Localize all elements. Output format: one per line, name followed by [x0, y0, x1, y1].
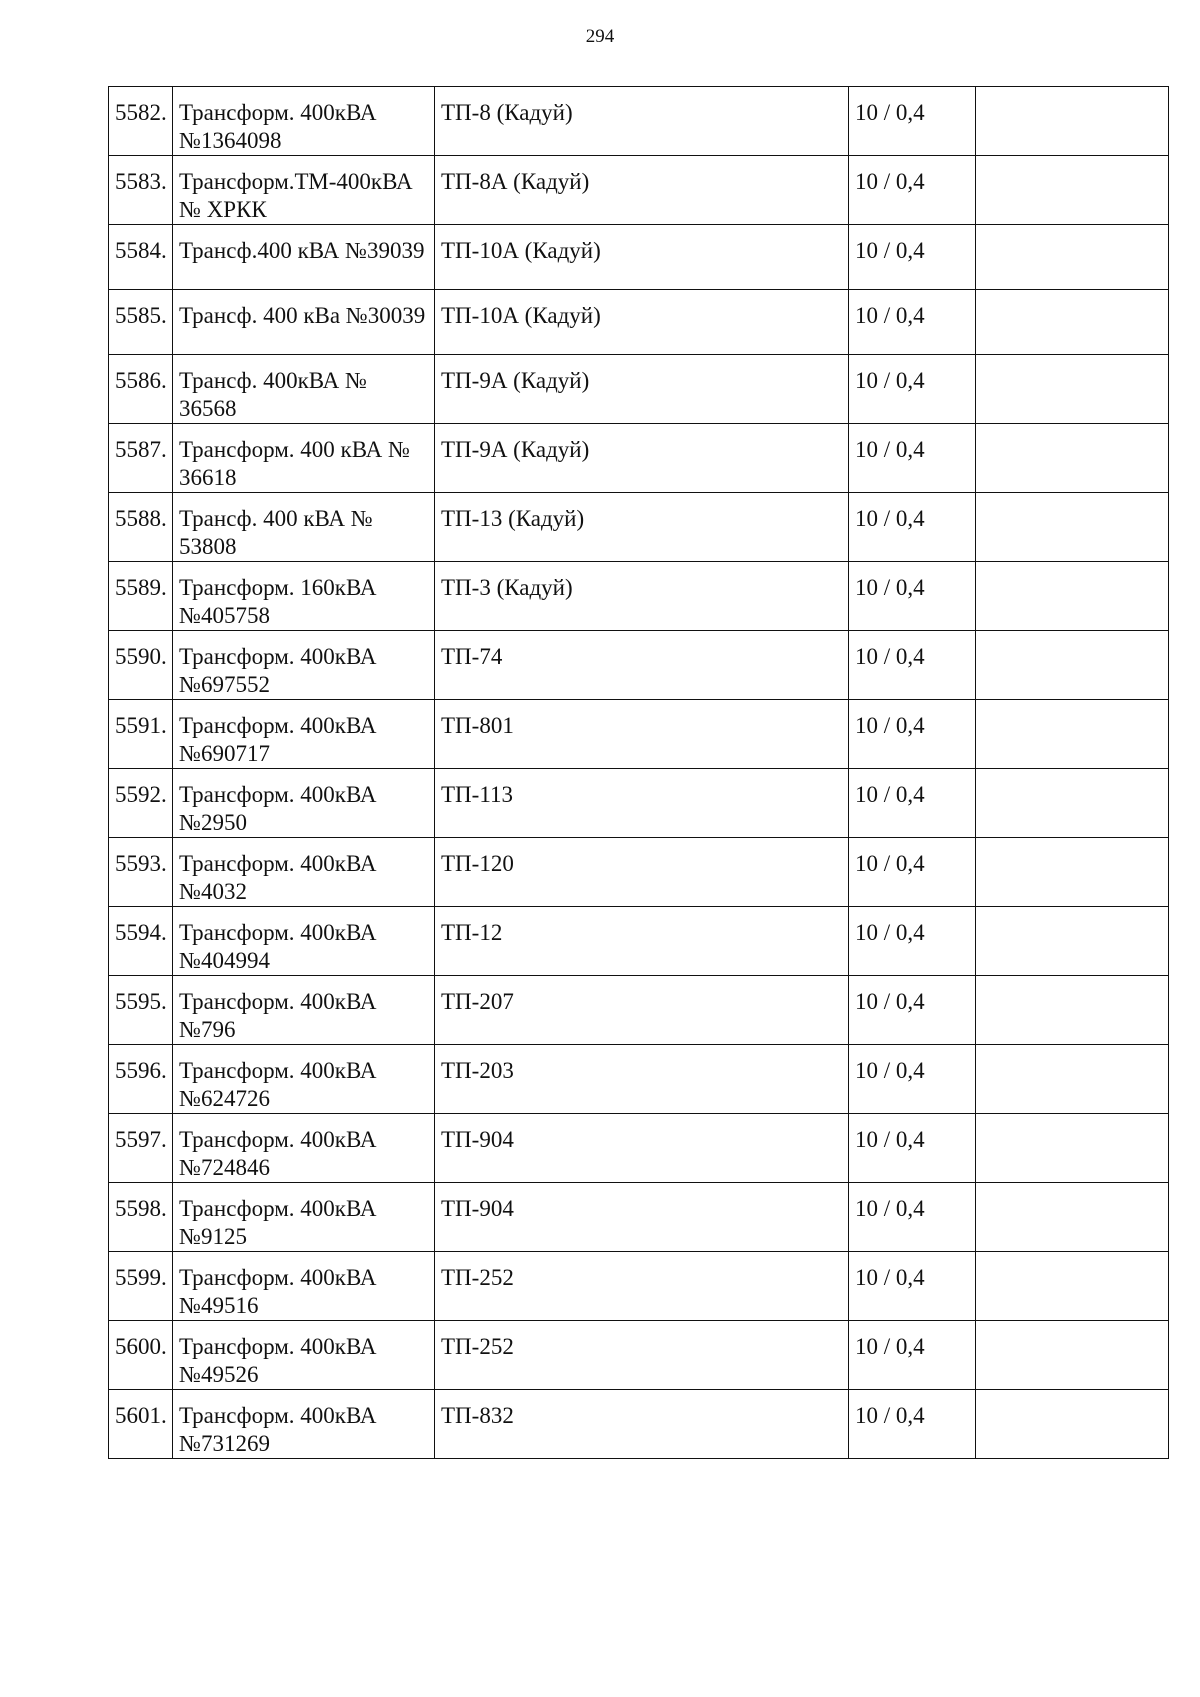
- location-cell: ТП-12: [435, 907, 849, 976]
- table-row: [109, 1045, 1169, 1114]
- equipment-name-cell: Трансформ. 400кВА №404994: [173, 907, 435, 976]
- voltage-cell: 10 / 0,4: [849, 562, 976, 631]
- row-number-cell: 5595.: [109, 976, 173, 1045]
- row-number-cell: 5583.: [109, 156, 173, 225]
- location-cell: ТП-10А (Кадуй): [435, 225, 849, 290]
- equipment-name-cell: Трансформ. 160кВА №405758: [173, 562, 435, 631]
- location-cell: ТП-3 (Кадуй): [435, 562, 849, 631]
- table-row: [109, 1183, 1169, 1252]
- row-number-cell: 5592.: [109, 769, 173, 838]
- voltage-cell: 10 / 0,4: [849, 838, 976, 907]
- location-cell: ТП-13 (Кадуй): [435, 493, 849, 562]
- notes-cell: [976, 424, 1169, 493]
- table-row: [109, 1390, 1169, 1459]
- notes-cell: [976, 1183, 1169, 1252]
- notes-cell: [976, 769, 1169, 838]
- table-row: [109, 976, 1169, 1045]
- location-cell: ТП-904: [435, 1183, 849, 1252]
- table-row: [109, 493, 1169, 562]
- inventory-table: [108, 86, 1169, 1459]
- notes-cell: [976, 355, 1169, 424]
- row-number-cell: 5589.: [109, 562, 173, 631]
- equipment-name-cell: Трансформ. 400кВА №49516: [173, 1252, 435, 1321]
- equipment-name-cell: Трансф. 400 кВА № 53808: [173, 493, 435, 562]
- table-row: [109, 838, 1169, 907]
- voltage-cell: 10 / 0,4: [849, 1390, 976, 1459]
- notes-cell: [976, 156, 1169, 225]
- voltage-cell: 10 / 0,4: [849, 493, 976, 562]
- voltage-cell: 10 / 0,4: [849, 700, 976, 769]
- equipment-name-cell: Трансформ.ТМ-400кВА № ХРКК: [173, 156, 435, 225]
- equipment-name-cell: Трансф. 400кВА № 36568: [173, 355, 435, 424]
- location-cell: ТП-203: [435, 1045, 849, 1114]
- equipment-name-cell: Трансформ. 400кВА №49526: [173, 1321, 435, 1390]
- equipment-name-cell: Трансформ. 400кВА №697552: [173, 631, 435, 700]
- notes-cell: [976, 1390, 1169, 1459]
- location-cell: ТП-74: [435, 631, 849, 700]
- table-row: [109, 156, 1169, 225]
- location-cell: ТП-8 (Кадуй): [435, 87, 849, 156]
- location-cell: ТП-113: [435, 769, 849, 838]
- notes-cell: [976, 1252, 1169, 1321]
- table-row: [109, 907, 1169, 976]
- equipment-name-cell: Трансформ. 400кВА №731269: [173, 1390, 435, 1459]
- equipment-name-cell: Трансф.400 кВА №39039: [173, 225, 435, 290]
- location-cell: ТП-207: [435, 976, 849, 1045]
- notes-cell: [976, 907, 1169, 976]
- row-number-cell: 5593.: [109, 838, 173, 907]
- location-cell: ТП-801: [435, 700, 849, 769]
- notes-cell: [976, 1045, 1169, 1114]
- equipment-name-cell: Трансформ. 400кВА №4032: [173, 838, 435, 907]
- notes-cell: [976, 562, 1169, 631]
- table-row: [109, 225, 1169, 290]
- table-row: [109, 1321, 1169, 1390]
- notes-cell: [976, 631, 1169, 700]
- equipment-name-cell: Трансформ. 400 кВА № 36618: [173, 424, 435, 493]
- voltage-cell: 10 / 0,4: [849, 355, 976, 424]
- table-row: [109, 355, 1169, 424]
- location-cell: ТП-832: [435, 1390, 849, 1459]
- voltage-cell: 10 / 0,4: [849, 631, 976, 700]
- notes-cell: [976, 493, 1169, 562]
- row-number-cell: 5584.: [109, 225, 173, 290]
- row-number-cell: 5601.: [109, 1390, 173, 1459]
- notes-cell: [976, 1114, 1169, 1183]
- location-cell: ТП-9А (Кадуй): [435, 424, 849, 493]
- table-row: [109, 631, 1169, 700]
- location-cell: ТП-120: [435, 838, 849, 907]
- table-row: [109, 562, 1169, 631]
- voltage-cell: 10 / 0,4: [849, 976, 976, 1045]
- row-number-cell: 5598.: [109, 1183, 173, 1252]
- notes-cell: [976, 87, 1169, 156]
- location-cell: ТП-252: [435, 1321, 849, 1390]
- row-number-cell: 5587.: [109, 424, 173, 493]
- location-cell: ТП-904: [435, 1114, 849, 1183]
- voltage-cell: 10 / 0,4: [849, 1114, 976, 1183]
- row-number-cell: 5588.: [109, 493, 173, 562]
- row-number-cell: 5585.: [109, 290, 173, 355]
- voltage-cell: 10 / 0,4: [849, 1252, 976, 1321]
- table-row: [109, 1114, 1169, 1183]
- notes-cell: [976, 700, 1169, 769]
- row-number-cell: 5594.: [109, 907, 173, 976]
- equipment-name-cell: Трансформ. 400кВА №690717: [173, 700, 435, 769]
- row-number-cell: 5586.: [109, 355, 173, 424]
- row-number-cell: 5591.: [109, 700, 173, 769]
- location-cell: ТП-10А (Кадуй): [435, 290, 849, 355]
- notes-cell: [976, 838, 1169, 907]
- location-cell: ТП-252: [435, 1252, 849, 1321]
- voltage-cell: 10 / 0,4: [849, 225, 976, 290]
- voltage-cell: 10 / 0,4: [849, 87, 976, 156]
- equipment-name-cell: Трансформ. 400кВА №2950: [173, 769, 435, 838]
- voltage-cell: 10 / 0,4: [849, 424, 976, 493]
- table-row: [109, 290, 1169, 355]
- location-cell: ТП-8А (Кадуй): [435, 156, 849, 225]
- table-row: [109, 424, 1169, 493]
- voltage-cell: 10 / 0,4: [849, 290, 976, 355]
- page-number: 294: [585, 26, 615, 47]
- voltage-cell: 10 / 0,4: [849, 769, 976, 838]
- equipment-name-cell: Трансформ. 400кВА №1364098: [173, 87, 435, 156]
- location-cell: ТП-9А (Кадуй): [435, 355, 849, 424]
- row-number-cell: 5590.: [109, 631, 173, 700]
- notes-cell: [976, 290, 1169, 355]
- voltage-cell: 10 / 0,4: [849, 1045, 976, 1114]
- equipment-name-cell: Трансформ. 400кВА №9125: [173, 1183, 435, 1252]
- row-number-cell: 5597.: [109, 1114, 173, 1183]
- equipment-name-cell: Трансформ. 400кВА №724846: [173, 1114, 435, 1183]
- table-row: [109, 1252, 1169, 1321]
- row-number-cell: 5599.: [109, 1252, 173, 1321]
- row-number-cell: 5582.: [109, 87, 173, 156]
- equipment-name-cell: Трансформ. 400кВА №624726: [173, 1045, 435, 1114]
- voltage-cell: 10 / 0,4: [849, 1321, 976, 1390]
- notes-cell: [976, 225, 1169, 290]
- row-number-cell: 5596.: [109, 1045, 173, 1114]
- voltage-cell: 10 / 0,4: [849, 907, 976, 976]
- equipment-name-cell: Трансформ. 400кВА №796: [173, 976, 435, 1045]
- inventory-table-body: [109, 87, 1169, 1459]
- table-row: [109, 769, 1169, 838]
- table-row: [109, 700, 1169, 769]
- equipment-name-cell: Трансф. 400 кВа №30039: [173, 290, 435, 355]
- notes-cell: [976, 1321, 1169, 1390]
- voltage-cell: 10 / 0,4: [849, 1183, 976, 1252]
- row-number-cell: 5600.: [109, 1321, 173, 1390]
- notes-cell: [976, 976, 1169, 1045]
- table-row: [109, 87, 1169, 156]
- voltage-cell: 10 / 0,4: [849, 156, 976, 225]
